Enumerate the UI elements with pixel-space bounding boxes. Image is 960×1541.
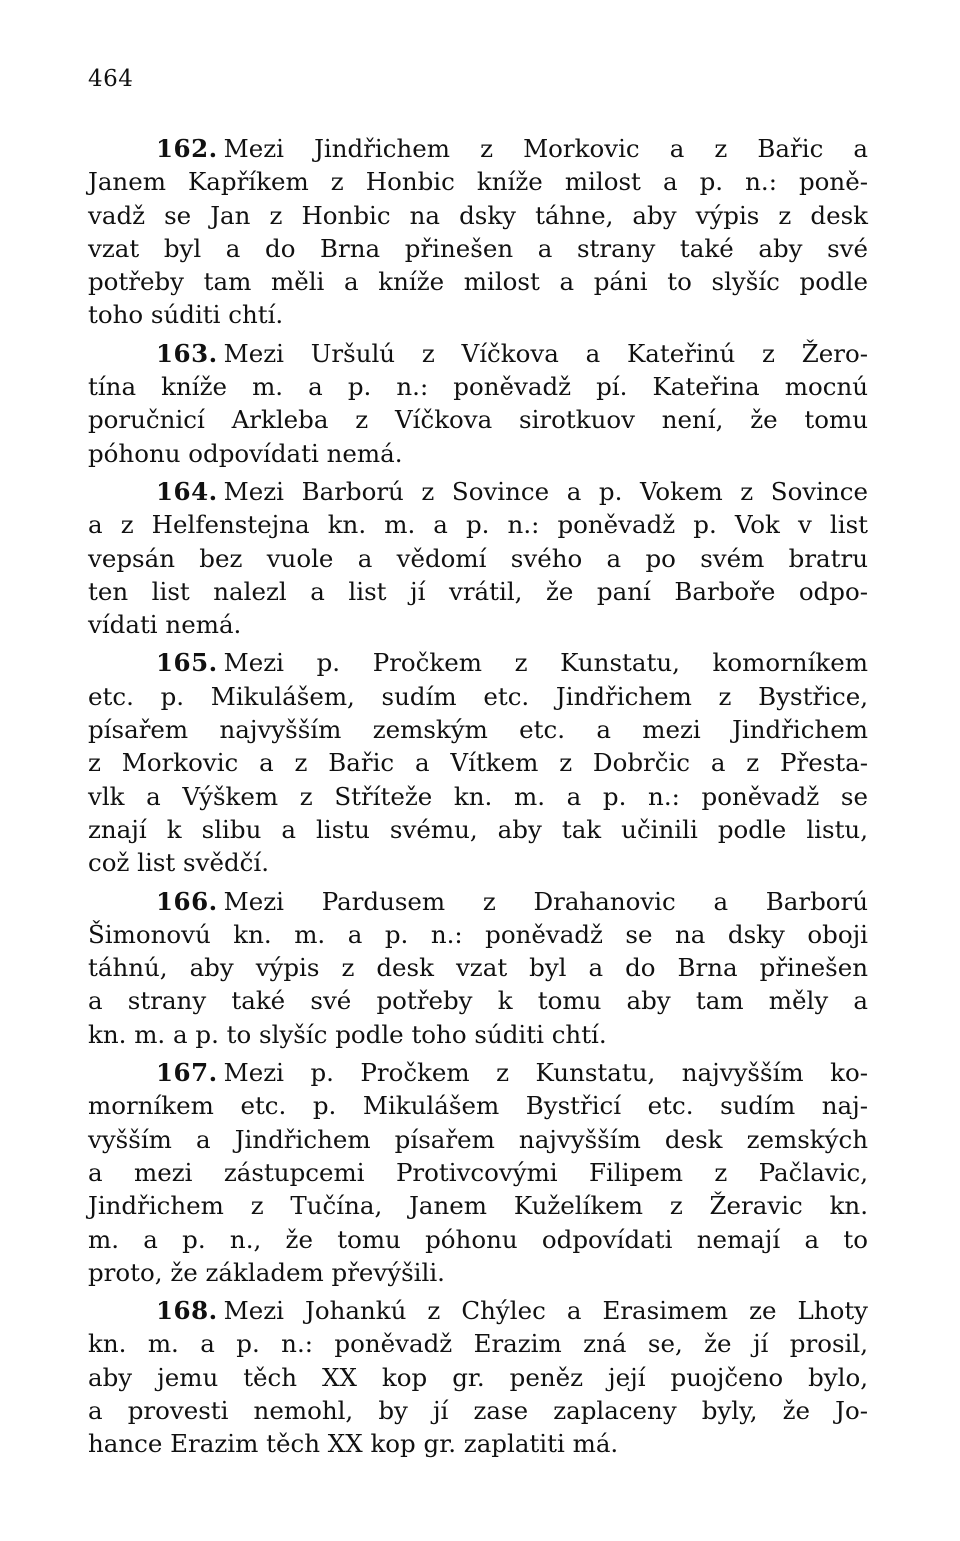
line-text: toho súditi chtí. [88, 300, 284, 330]
line-text: písařem najvyšším zemským etc. a mezi Jindřichem [88, 715, 868, 745]
line-text: potřeby tam měli a kníže milost a páni to slyšíc podle [88, 267, 868, 297]
entry-164 [88, 475, 868, 641]
entry-number: 165. [156, 648, 218, 678]
text-line [88, 132, 868, 165]
text-line [88, 199, 868, 232]
line-text: proto, že základem převýšili. [88, 1257, 445, 1287]
entry-number: 166. [156, 886, 218, 916]
line-text: Mezi Johankú z Chýlec a Erasimem ze Lhoty [223, 1296, 868, 1326]
text-line [88, 1361, 868, 1394]
text-line [88, 1156, 868, 1189]
text-line [88, 437, 868, 470]
entry-162 [88, 132, 868, 332]
entry-number: 164. [156, 476, 218, 506]
text-line [88, 165, 868, 198]
line-text: morníkem etc. p. Mikulášem Bystřicí etc. sudím naj- [88, 1091, 868, 1121]
text-line [88, 780, 868, 813]
line-text: táhnú, aby výpis z desk vzat byl a do Brna přinešen [88, 953, 868, 983]
line-text: tína kníže m. a p. n.: poněvadž pí. Kateřina mocnú [88, 372, 868, 402]
line-text: vadž se Jan z Honbic na dsky táhne, aby výpis z desk [88, 200, 868, 230]
line-text: hance Erazim těch XX kop gr. zaplatiti má. [88, 1429, 619, 1459]
line-text: z Morkovic a z Bařic a Vítkem z Dobrčic a z Přesta- [88, 748, 868, 778]
text-line [88, 575, 868, 608]
entry-167 [88, 1056, 868, 1289]
line-text: vlk a Výškem z Stříteže kn. m. a p. n.: poněvadž se [88, 781, 868, 811]
page-number: 464 [88, 66, 134, 92]
text-line [88, 646, 868, 679]
text-line [88, 918, 868, 951]
entry-number: 163. [156, 338, 218, 368]
line-text: znají k slibu a listu svému, aby tak učinili podle listu, [88, 814, 868, 844]
line-text: Mezi Uršulú z Víčkova a Kateřinú z Žero- [223, 338, 868, 368]
text-line [88, 370, 868, 403]
entry-168 [88, 1294, 868, 1460]
line-text: Mezi p. Pročkem z Kunstatu, najvyšším ko- [223, 1058, 868, 1088]
entry-165 [88, 646, 868, 879]
line-text: a provesti nemohl, by jí zase zaplaceny byly, že Jo- [88, 1395, 868, 1425]
line-text: kn. m. a p. n.: poněvadž Erazim zná se, že jí prosil, [88, 1329, 868, 1359]
text-line [88, 232, 868, 265]
text-line [88, 337, 868, 370]
line-text: vepsán bez vuole a vědomí svého a po svém bratru [88, 543, 868, 573]
text-line [88, 265, 868, 298]
text-line [88, 1256, 868, 1289]
text-line [88, 608, 868, 641]
line-text: Mezi Barború z Sovince a p. Vokem z Sovince [223, 476, 868, 506]
text-line [88, 1294, 868, 1327]
text-line [88, 680, 868, 713]
entry-number: 168. [156, 1296, 218, 1326]
text-line [88, 403, 868, 436]
text-line [88, 542, 868, 575]
line-text: aby jemu těch XX kop gr. peněz její puojčeno bylo, [88, 1362, 868, 1392]
line-text: m. a p. n., že tomu póhonu odpovídati nemají a to [88, 1224, 868, 1254]
line-text: Šimonovú kn. m. a p. n.: poněvadž se na dsky oboji [88, 919, 868, 949]
page-body [88, 132, 868, 1466]
text-line [88, 746, 868, 779]
text-line [88, 298, 868, 331]
text-line [88, 1223, 868, 1256]
text-line [88, 1327, 868, 1360]
line-text: Jindřichem z Tučína, Janem Kuželíkem z Žeravic kn. [88, 1191, 868, 1221]
entry-166 [88, 885, 868, 1051]
line-text: Janem Kapříkem z Honbic kníže milost a p. n.: poně- [88, 167, 868, 197]
line-text: vzat byl a do Brna přinešen a strany také aby své [88, 233, 868, 263]
text-line [88, 508, 868, 541]
text-line [88, 885, 868, 918]
text-line [88, 1089, 868, 1122]
line-text: kn. m. a p. to slyšíc podle toho súditi chtí. [88, 1019, 607, 1049]
text-line [88, 1056, 868, 1089]
text-line [88, 1427, 868, 1460]
line-text: ten list nalezl a list jí vrátil, že paní Barboře odpo- [88, 576, 868, 606]
line-text: Mezi Pardusem z Drahanovic a Barború [223, 886, 868, 916]
line-text: Mezi Jindřichem z Morkovic a z Bařic a [223, 134, 868, 163]
line-text: což list svědčí. [88, 848, 269, 878]
line-text: a z Helfenstejna kn. m. a p. n.: poněvadž p. Vok v list [88, 510, 868, 540]
text-line [88, 1123, 868, 1156]
text-line [88, 1394, 868, 1427]
text-line [88, 984, 868, 1017]
line-text: etc. p. Mikulášem, sudím etc. Jindřichem z Bystřice, [88, 681, 868, 711]
line-text: a strany také své potřeby k tomu aby tam měly a [88, 986, 868, 1016]
entry-number: 167. [156, 1058, 218, 1088]
text-line [88, 846, 868, 879]
text-line [88, 713, 868, 746]
text-line [88, 951, 868, 984]
line-text: vyšším a Jindřichem písařem najvyšším desk zemských [88, 1124, 868, 1154]
text-line [88, 1189, 868, 1222]
line-text: vídati nemá. [88, 610, 242, 640]
line-text: poručnicí Arkleba z Víčkova sirotkuov není, že tomu [88, 405, 868, 435]
line-text: póhonu odpovídati nemá. [88, 438, 403, 468]
line-text: a mezi zástupcemi Protivcovými Filipem z Pačlavic, [88, 1157, 868, 1187]
entry-163 [88, 337, 868, 470]
text-line [88, 813, 868, 846]
text-line [88, 1018, 868, 1051]
entry-number: 162. [156, 134, 218, 163]
line-text: Mezi p. Pročkem z Kunstatu, komorníkem [223, 648, 868, 678]
text-line [88, 475, 868, 508]
